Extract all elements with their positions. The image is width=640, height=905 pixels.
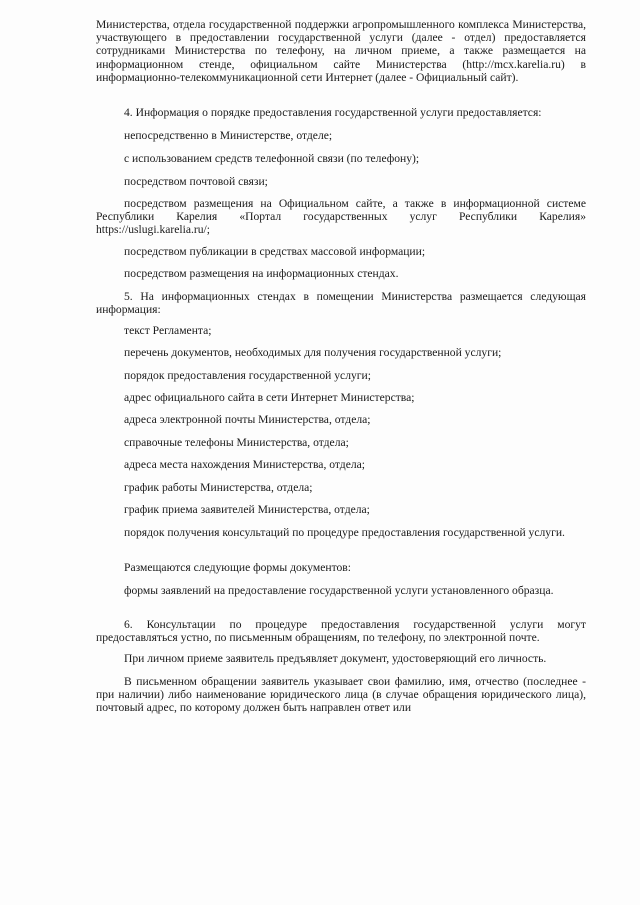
forms-heading: Размещаются следующие формы документов: [124,561,351,574]
list-item: адрес официального сайта в сети Интернет Министерства; [124,391,415,404]
list-item: посредством публикации в средствах массовой информации; [124,245,426,258]
list-item: порядок предоставления государственной услуги; [124,369,371,382]
list-item: посредством размещения на информационных стендах. [124,267,399,280]
section-5-heading: 5. На информационных стендах в помещении Министерства размещается следующая информация: [96,290,586,317]
list-item: перечень документов, необходимых для получения государственной услуги; [124,346,502,359]
list-item: текст Регламента; [124,324,212,337]
list-item: справочные телефоны Министерства, отдела; [124,436,349,449]
list-item: с использованием средств телефонной связи (по телефону); [124,152,420,165]
list-item: посредством почтовой связи; [124,175,268,188]
list-item: посредством размещения на Официальном сайте, а также в информационной системе Республики Карелия «Портал государственных услуг Республики Карелия» https://uslugi.karelia.ru/; [96,197,586,237]
section-4-heading: 4. Информация о порядке предоставления государственной услуги предоставляется: [124,106,542,119]
section-6-paragraph: 6. Консультации по процедуре предоставления государственной услуги могут предоставляться устно, по письменным обращениям, по телефону, по электронной почте. [96,618,586,645]
body-paragraph: При личном приеме заявитель предъявляет документ, удостоверяющий его личность. [124,652,547,665]
intro-paragraph: Министерства, отдела государственной поддержки агропромышленного комплекса Министерства, участвующего в предоставлении государственной услуги (далее - отдел) предоставляется сотрудниками Министерства по телефону, на личном приеме, а также размещается на информационном стенде, официальном сайте Министерства (http://mcx.karelia.ru) в информационно-телекоммуникационной сети Интернет (далее - Официальный сайт). [96,18,586,84]
list-item: график работы Министерства, отдела; [124,481,313,494]
list-item: адреса электронной почты Министерства, отдела; [124,413,371,426]
list-item: график приема заявителей Министерства, отдела; [124,503,370,516]
list-item: адреса места нахождения Министерства, отдела; [124,458,365,471]
list-item: порядок получения консультаций по процедуре предоставления государственной услуги. [124,526,565,539]
list-item: формы заявлений на предоставление государственной услуги установленного образца. [124,584,554,597]
list-item: непосредственно в Министерстве, отделе; [124,129,333,142]
body-paragraph: В письменном обращении заявитель указывает свои фамилию, имя, отчество (последнее - при наличии) либо наименование юридического лица (в случае обращения юридического лица), почтовый адрес, по которому должен быть направлен ответ или [96,675,586,715]
